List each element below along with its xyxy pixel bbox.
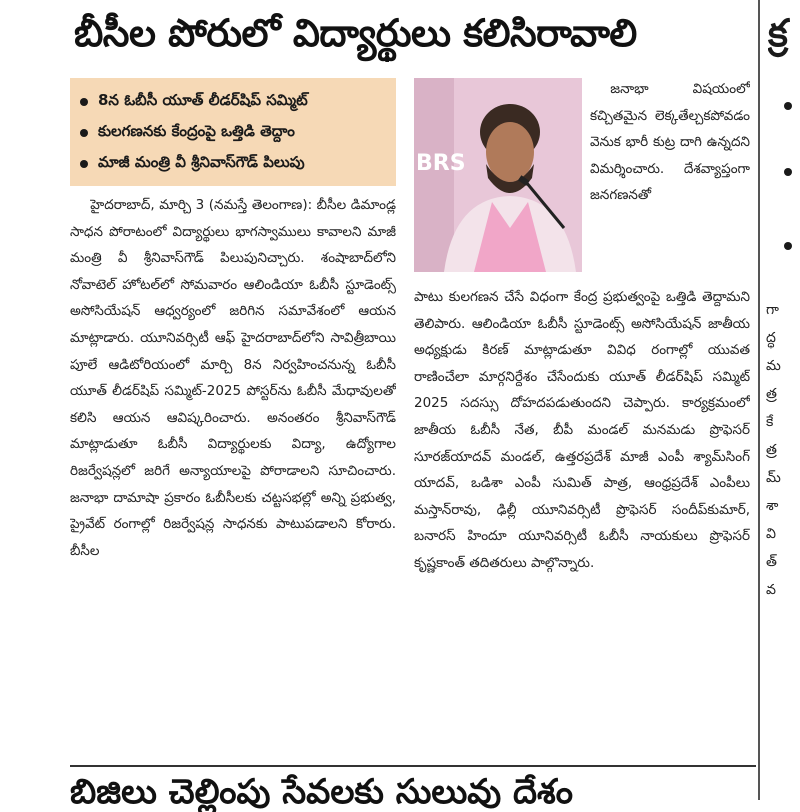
bullet-icon [80, 98, 88, 106]
column-divider [758, 0, 760, 800]
neighbor-fragment: త్ర [766, 386, 777, 402]
article-bottom-rule [70, 765, 756, 767]
neighbor-fragment: గా [766, 302, 779, 318]
highlight-text: 8న ఓబీసీ యూత్ లీడర్‌షిప్ సమ్మిట్ [98, 90, 308, 109]
neighbor-fragment: త్ [766, 554, 777, 570]
neighbor-fragment: శా [766, 498, 779, 514]
article-right-column-bottom [414, 284, 750, 754]
article-left-column [70, 192, 396, 754]
neighbor-fragment: త్ర [766, 442, 777, 458]
highlight-text: కులగణనకు కేంద్రంపై ఒత్తిడి తెద్దాం [98, 121, 295, 140]
speaker-photo [414, 78, 582, 272]
article-paragraph: పాటు కులగణన చేసే విధంగా కేంద్ర ప్రభుత్వంపై ఒత్తిడి తెద్దామని తెలిపారు. ఆలిండియా ఓబీసీ స్టూడెంట్స్ అసోసియేషన్ జాతీయ అధ్యక్షుడు కిరణ్ మాట్లాడుతూ వివిధ రంగాల్లో యువత రాణించేలా మార్గనిర్దేశం చేసేందుకు యూత్ లీడర్‌షిప్ సమ్మిట్ 2025 సదస్సు దోహదపడుతుందని చెప్పారు. కార్యక్రమంలో జాతీయ ఓబీసీ నేత, బీపీ మండల్ మనమడు ప్రొఫెసర్ సూరజ్‌యాదవ్ మండల్, ఉత్తరప్రదేశ్ మాజీ ఎంపీ శ్యామ్‌సింగ్ యాదవ్, ఒడిశా ఎంపీ సుమిత్ పాత్ర, ఆంధ్రప్రదేశ్ ఎంపీలు మస్తాన్‌రావు, ఢిల్లీ యూనివర్సిటీ ప్రొఫెసర్ సందీప్‌కుమార్, బనారస్ హిందూ యూనివర్సిటీ ఓబీసీ నాయకులు ప్రొఫెసర్ కృష్ణకాంత్ తదితరులు పాల్గొన్నారు. [414, 289, 750, 571]
neighbor-fragment: కే [766, 414, 774, 430]
neighbor-fragment: ద్ధ [766, 330, 776, 346]
article-paragraph: హైదరాబాద్, మార్చి 3 (నమస్తే తెలంగాణ): బీసీల డిమాండ్ల సాధన పోరాటంలో విద్యార్థులు భాగస్వాములు కావాలని మాజీ మంత్రి వీ శ్రీనివాస్‌గౌడ్ పిలుపునిచ్చారు. శంషాబాద్‌లోని నోవాటెల్ హోటల్‌లో సోమవారం ఆలిండియా ఓబీసీ స్టూడెంట్స్ అసోసియేషన్ ఆధ్వర్యంలో జరిగిన సమావేశంలో ఆయన మాట్లాడారు. యూనివర్సిటీ ఆఫ్ హైదరాబాద్‌లోని సావిత్రీబాయి పూలే ఆడిటోరియంలో మార్చి 8న నిర్వహించనున్న ఓబీసీ యూత్ లీడర్‌షిప్ సమ్మిట్-2025 పోస్టర్‌ను ఓబీసీ మేధావులతో కలిసి ఆయన ఆవిష్కరించారు. అనంతరం శ్రీనివాస్‌గౌడ్ మాట్లాడుతూ ఓబీసీ విద్యార్థులకు విద్యా, ఉద్యోగాల రిజర్వేషన్లలో జరిగే అన్యాయాలపై పోరాడాలని సూచించారు. జనాభా దామాషా ప్రకారం ఓబీసీలకు చట్టసభల్లో అన్ని ప్రభుత్వ, ప్రైవేట్ రంగాల్లో రిజర్వేషన్ల సాధనకు పాటుపడాలని కోరారు. బీసీల [70, 197, 396, 559]
next-article-headline: బిజిలు చెల్లింపు సేవలకు సులువు దేశం [70, 772, 573, 812]
neighbor-fragment: మ [766, 358, 781, 374]
highlight-item [80, 86, 390, 117]
neighbor-bullets [782, 92, 800, 272]
neighbor-headline-fragment: క్ర [768, 11, 788, 55]
bullet-icon [80, 160, 88, 168]
photo-banner-text: BRS [416, 151, 466, 176]
highlight-item [80, 148, 390, 179]
highlight-text: మాజీ మంత్రి వీ శ్రీనివాస్‌గౌడ్ పిలుపు [98, 152, 305, 171]
neighbor-fragment: వి [766, 526, 776, 542]
highlights-box [70, 78, 396, 186]
bullet-icon [80, 129, 88, 137]
neighbor-column-fragments [766, 296, 800, 766]
neighbor-fragment: మ్ [766, 470, 781, 486]
highlight-item [80, 117, 390, 148]
neighbor-fragment: వ [766, 582, 776, 598]
article-paragraph: జనాభా విషయంలో కచ్చితమైన లెక్కతేల్చకపోవడం వెనుక భారీ కుట్ర దాగి ఉన్నదని విమర్శించారు. దేశవ్యాప్తంగా జనగణనతో [590, 81, 750, 204]
bullet-icon [784, 242, 792, 250]
speaker-photo-illustration [414, 78, 582, 272]
article-right-column-top [590, 76, 750, 288]
bullet-icon [784, 102, 792, 110]
bullet-icon [784, 168, 792, 176]
article-headline: బీసీల పోరులో విద్యార్థులు కలిసిరావాలి [74, 11, 637, 55]
